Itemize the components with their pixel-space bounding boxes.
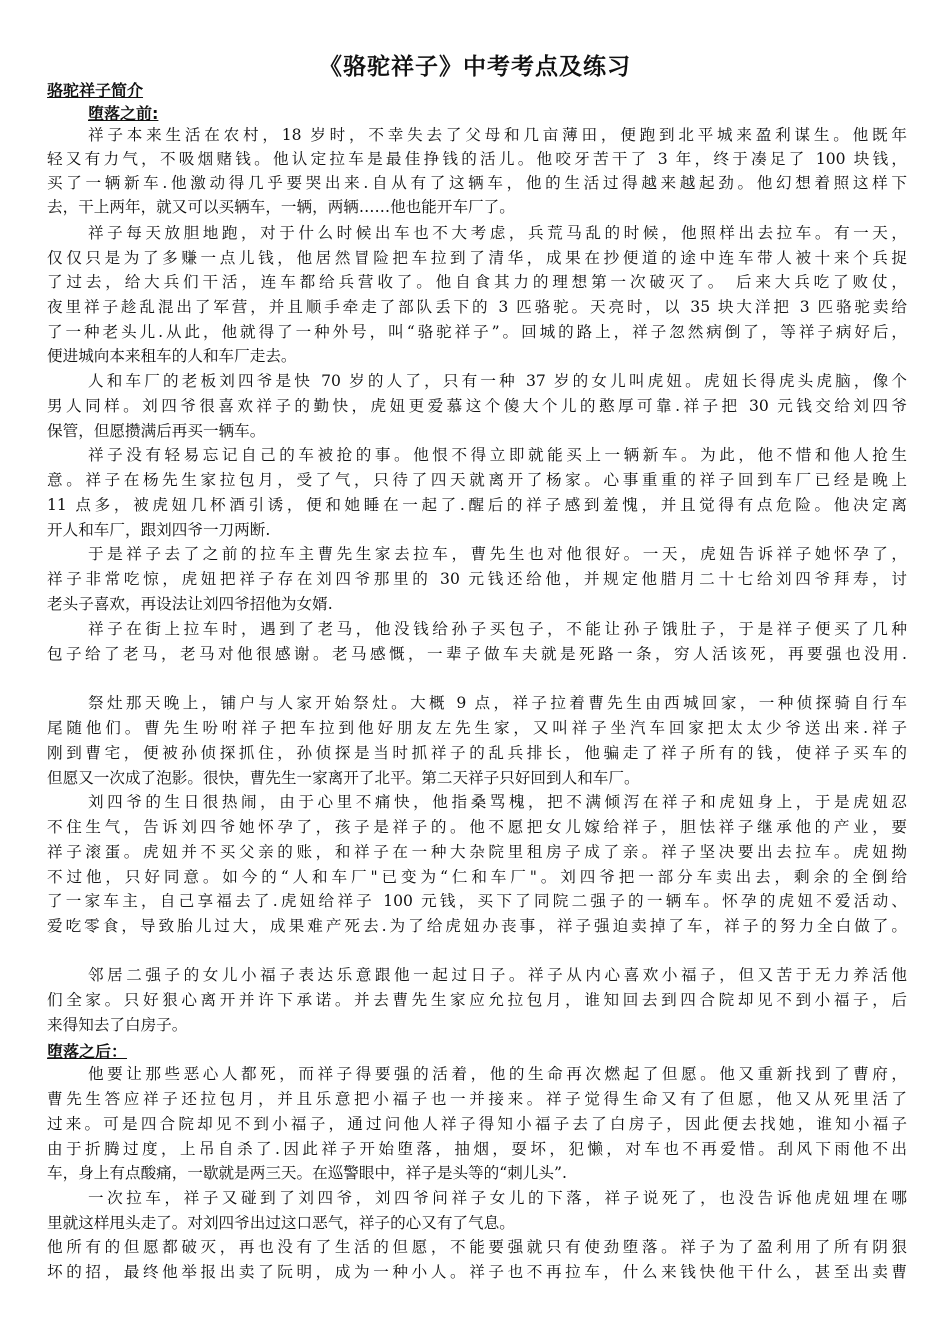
text-line: 去，干上两年，就又可以买辆车，一辆，两辆……他也能开车厂了。	[47, 198, 515, 216]
text-line: 但愿又一次成了泡影。很快，曹先生一家离开了北平。第二天祥子只好回到人和车厂。	[47, 769, 640, 787]
text-line: 夜里祥子趁乱混出了军营，并且顺手牵走了部队丢下的 3 匹骆驼。天亮时，以 35 块大洋把 3 匹骆驼卖给	[47, 298, 907, 316]
text-line: 男人同样。刘四爷很喜欢祥子的勤快，虎妞更爱慕这个傻大个儿的憨厚可靠.祥子把 30 元钱交给刘四爷	[47, 397, 907, 415]
text-line: 不住生气，告诉刘四爷她怀孕了，孩子是祥子的。他不愿把女儿嫁给祥子，胆怯祥子继承他的产业，要	[47, 818, 907, 836]
text-line: 由于折腾过度，上吊自杀了.因此祥子开始堕落，抽烟，耍坏，犯懒，对车也不再爱惜。刮风下雨他不出	[47, 1140, 907, 1158]
text-line: 一次拉车，祥子又碰到了刘四爷，刘四爷问祥子女儿的下落，祥子说死了，也没告诉他虎妞埋在哪	[88, 1189, 907, 1207]
subheading-after-fall: 堕落之后：	[47, 1042, 128, 1061]
text-line: 不过他，只好同意。如今的“人和车厂"已变为“仁和车厂"。刘四爷把一部分车卖出去，剩余的全倒给	[47, 868, 907, 886]
text-line: 保管，但愿攒满后再买一辆车。	[47, 422, 266, 440]
text-line: 了一家车主，自己享福去了.虎妞给祥子 100 元钱，买下了同院二强子的一辆车。怀孕的虎妞不爱活动、	[47, 892, 907, 910]
text-line: 祥子本来生活在农村，18 岁时，不幸失去了父母和几亩薄田，便跑到北平城来盈利谋生。他既年	[88, 126, 907, 144]
text-line: 曹先生答应祥子还拉包月，并且乐意把小福子也一并接来。祥子觉得生命又有了但愿，他又从死里活了	[47, 1090, 907, 1108]
text-line: 里就这样甩头走了。对刘四爷出过这口恶气，祥子的心又有了气息。	[47, 1214, 515, 1232]
page-title: 《骆驼祥子》中考考点及练习	[319, 54, 631, 80]
text-line: 祭灶那天晚上，铺户与人家开始祭灶。大概 9 点，祥子拉着曹先生由西城回家，一种侦探骑自行车	[88, 694, 907, 712]
text-line: 尾随他们。曹先生吩咐祥子把车拉到他好朋友左先生家，又叫祥子坐汽车回家把太太少爷送出来.祥子	[47, 719, 907, 737]
text-line: 人和车厂的老板刘四爷是快 70 岁的人了，只有一种 37 岁的女儿叫虎妞。虎妞长得虎头虎脑，像个	[88, 372, 907, 390]
text-line: 仅仅只是为了多赚一点儿钱，他居然冒险把车拉到了清华，成果在抄便道的途中连车带人被十来个兵捉	[47, 249, 907, 267]
text-line: 爱吃零食，导致胎儿过大，成果难产死去.为了给虎妞办丧事，祥子强迫卖掉了车，祥子的努力全白做了。	[47, 917, 907, 935]
text-line: 祥子每天放胆地跑，对于什么时候出车也不大考虑，兵荒马乱的时候，他照样出去拉车。有一天，	[88, 224, 907, 242]
text-line: 11 点多，被虎妞几杯酒引诱，便和她睡在一起了.醒后的祥子感到羞愧，并且觉得有点危险。他决定离	[47, 496, 907, 514]
text-line: 他要让那些恶心人都死，而祥子得要强的活着，他的生命再次燃起了但愿。他又重新找到了曹府，	[88, 1065, 907, 1083]
text-line: 他所有的但愿都破灭，再也没有了生活的但愿，不能要强就只有使劲堕落。祥子为了盈利用了所有阴狠	[47, 1238, 907, 1256]
text-line: 了一种老头儿.从此，他就得了一种外号，叫“骆驼祥子”。回城的路上，祥子忽然病倒了，等祥子病好后，	[47, 323, 907, 341]
text-line: 过来。可是四合院却见不到小福子，通过问他人祥子得知小福子去了白房子，因此便去找她，谁知小福子	[47, 1115, 907, 1133]
text-line: 邻居二强子的女儿小福子表达乐意跟他一起过日子。祥子从内心喜欢小福子，但又苦于无力养活他	[88, 966, 907, 984]
text-line: 祥子非常吃惊，虎妞把祥子存在刘四爷那里的 30 元钱还给他，并规定他腊月二十七给刘四爷拜寿，讨	[47, 570, 907, 588]
text-line: 祥子没有轻易忘记自己的车被抢的事。他恨不得立即就能买上一辆新车。为此，他不惜和他人抢生	[88, 446, 907, 464]
text-line: 包子给了老马，老马对他很感谢。老马感慨，一辈子做车夫就是死路一条，穷人活该死，再要强也没用.	[47, 645, 907, 663]
text-line: 祥子在街上拉车时，遇到了老马，他没钱给孙子买包子，不能让孙子饿肚子，于是祥子便买了几种	[88, 620, 907, 638]
text-line: 买了一辆新车.他激动得几乎要哭出来.自从有了这辆车，他的生活过得越来越起劲。他幻想着照这样下	[47, 174, 907, 192]
text-line: 祥子滚蛋。虎妞并不买父亲的账，和祥子在一种大杂院里租房子成了亲。祥子坚决要出去拉车。虎妞拗	[47, 843, 907, 861]
subheading-before-fall: 堕落之前:	[88, 104, 159, 123]
text-line: 老头子喜欢，再设法让刘四爷招他为女婿.	[47, 595, 333, 613]
text-line: 轻又有力气，不吸烟赌钱。他认定拉车是最佳挣钱的活儿。他咬牙苦干了 3 年，终于凑足了 100 块钱，	[47, 150, 907, 168]
section-heading-intro: 骆驼祥子简介	[47, 81, 144, 100]
text-line: 们全家。只好狠心离开并许下承诺。并去曹先生家应允拉包月，谁知回去到四合院却见不到小福子，后	[47, 991, 907, 1009]
text-line: 开人和车厂，跟刘四爷一刀两断.	[47, 521, 271, 539]
text-line: 意。祥子在杨先生家拉包月，受了气，只待了四天就离开了杨家。心事重重的祥子回到车厂已经是晚上	[47, 471, 907, 489]
text-line: 刘四爷的生日很热闹，由于心里不痛快，他指桑骂槐，把不满倾泻在祥子和虎妞身上，于是虎妞忍	[88, 793, 907, 811]
text-line: 于是祥子去了之前的拉车主曹先生家去拉车，曹先生也对他很好。一天，虎妞告诉祥子她怀孕了，	[88, 545, 907, 563]
text-line: 了过去，给大兵们干活，连车都给兵营收了。他自食其力的理想第一次破灭了。 后来大兵吃了败仗，	[47, 273, 907, 291]
text-line: 来得知去了白房子。	[47, 1016, 188, 1034]
text-line: 坏的招，最终他举报出卖了阮明，成为一种小人。祥子也不再拉车，什么来钱快他干什么，甚至出卖曹	[47, 1263, 907, 1281]
text-line: 便进城向本来租车的人和车厂走去。	[47, 347, 297, 365]
text-line: 车，身上有点酸痛，一歇就是两三天。在巡警眼中，祥子是头等的“刺儿头”.	[47, 1164, 567, 1182]
text-line: 刚到曹宅，便被孙侦探抓住，孙侦探是当时抓祥子的乱兵排长，他骗走了祥子所有的钱，使祥子买车的	[47, 744, 907, 762]
